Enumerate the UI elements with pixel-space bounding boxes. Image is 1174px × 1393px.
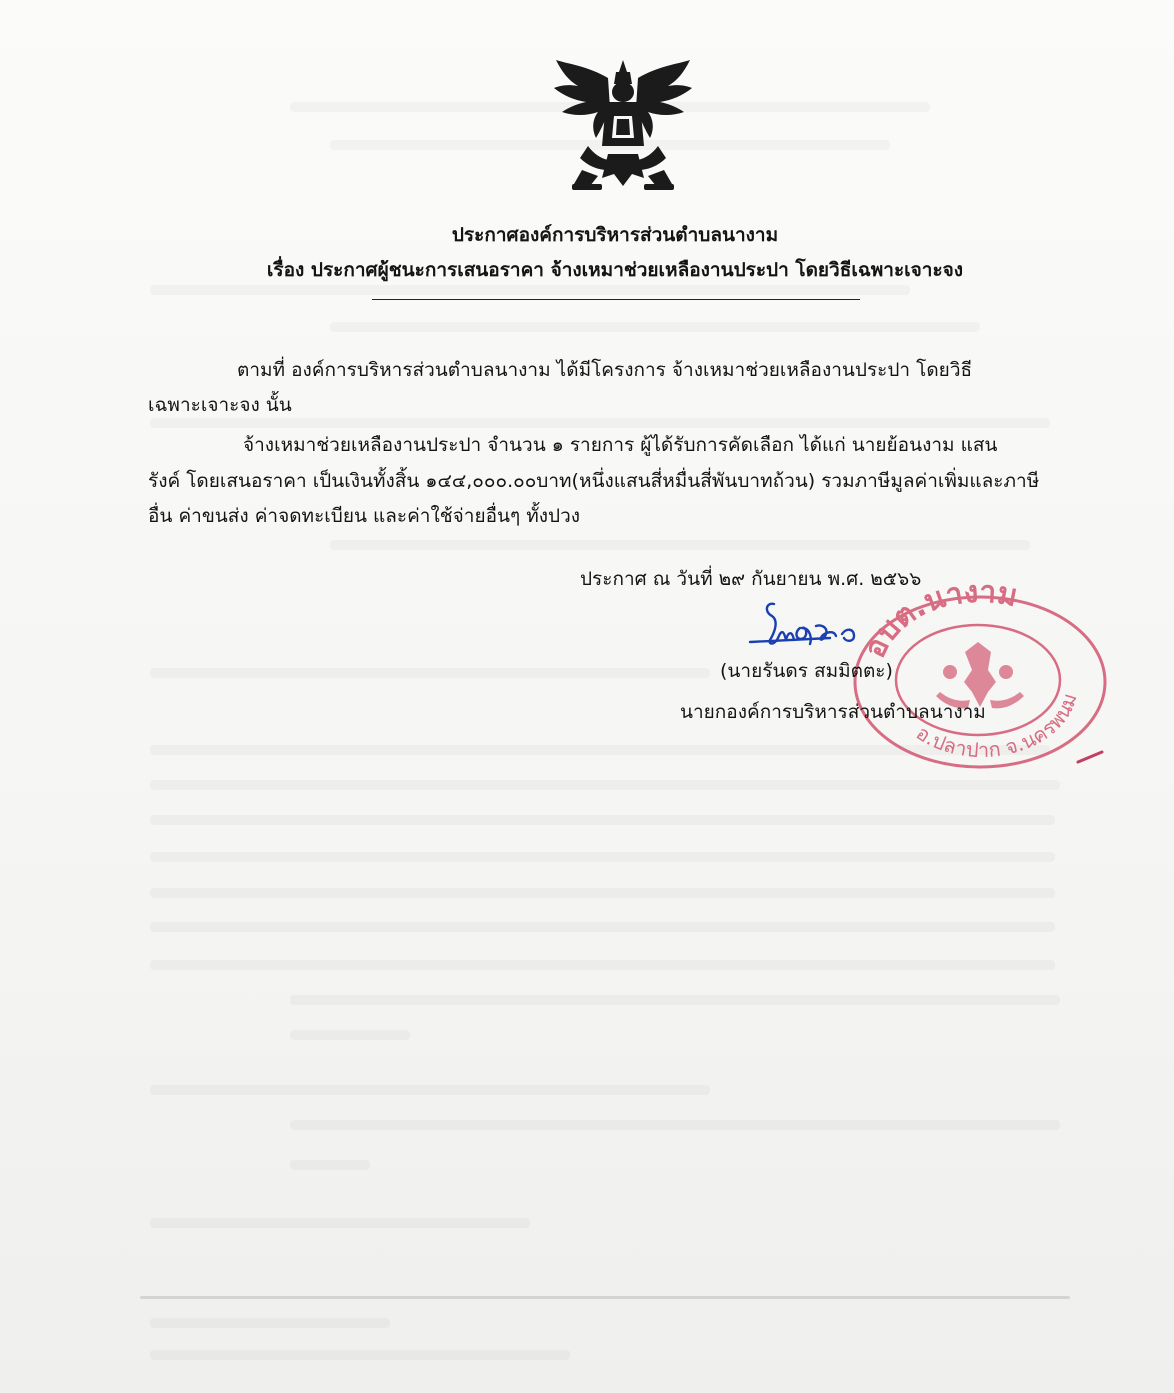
paragraph-1-line-1: ตามที่ องค์การบริหารส่วนตำบลนางาม ได้มีโครงการ จ้างเหมาช่วยเหลืองานประปา โดยวิธี — [237, 359, 973, 381]
show-through-line — [150, 418, 1050, 428]
show-through-line — [150, 1085, 710, 1095]
handwritten-signature — [730, 598, 890, 650]
show-through-line — [290, 1030, 410, 1040]
document-subject: เรื่อง ประกาศผู้ชนะการเสนอราคา จ้างเหมาช่วยเหลืองานประปา โดยวิธีเฉพาะเจาะจง — [266, 259, 964, 281]
show-through-line — [290, 1120, 1060, 1130]
show-through-line — [150, 668, 710, 678]
show-through-line — [330, 322, 980, 332]
seal-top-text: อบต.นางาม — [857, 574, 1021, 664]
show-through-line — [150, 922, 1055, 932]
signatory-name: (นายรันดร สมมิตตะ) — [720, 660, 893, 682]
paragraph-2-line-1: จ้างเหมาช่วยเหลืองานประปา จำนวน ๑ รายการ ผู้ได้รับการคัดเลือก ได้แก่ นายย้อนงาม แสน — [243, 434, 998, 456]
garuda-emblem-icon — [548, 58, 698, 198]
show-through-line — [290, 1160, 370, 1170]
title-divider — [372, 299, 860, 300]
paragraph-1-line-2: เฉพาะเจาะจง นั้น — [148, 394, 292, 416]
show-through-line — [150, 815, 1055, 825]
show-through-line — [150, 960, 1055, 970]
document-title: ประกาศองค์การบริหารส่วนตำบลนางาม — [451, 224, 779, 246]
show-through-line — [150, 1218, 530, 1228]
announcement-date: ประกาศ ณ วันที่ ๒๙ กันยายน พ.ศ. ๒๕๖๖ — [580, 568, 922, 590]
show-through-line — [150, 1318, 390, 1328]
show-through-line — [330, 540, 1030, 550]
paragraph-2-line-3: อื่น ค่าขนส่ง ค่าจดทะเบียน และค่าใช้จ่ายอื่นๆ ทั้งปวง — [148, 505, 581, 527]
paragraph-2-line-2: รังค์ โดยเสนอราคา เป็นเงินทั้งสิ้น ๑๔๔,๐๐๐.๐๐บาท(หนึ่งแสนสี่หมื่นสี่พันบาทถ้วน) รวมภาษีมูลค่าเพิ่มและภาษี — [148, 470, 1040, 492]
signatory-position: นายกองค์การบริหารส่วนตำบลนางาม — [680, 701, 986, 723]
show-through-line — [150, 888, 1055, 898]
show-through-line — [150, 1350, 570, 1360]
show-through-line — [150, 780, 1060, 790]
show-through-line — [150, 285, 910, 295]
show-through-line — [140, 1296, 1070, 1299]
show-through-line — [290, 995, 1060, 1005]
seal-bottom-text: อ.ปลาปาก จ.นครพนม — [912, 690, 1082, 763]
show-through-line — [150, 852, 1055, 862]
